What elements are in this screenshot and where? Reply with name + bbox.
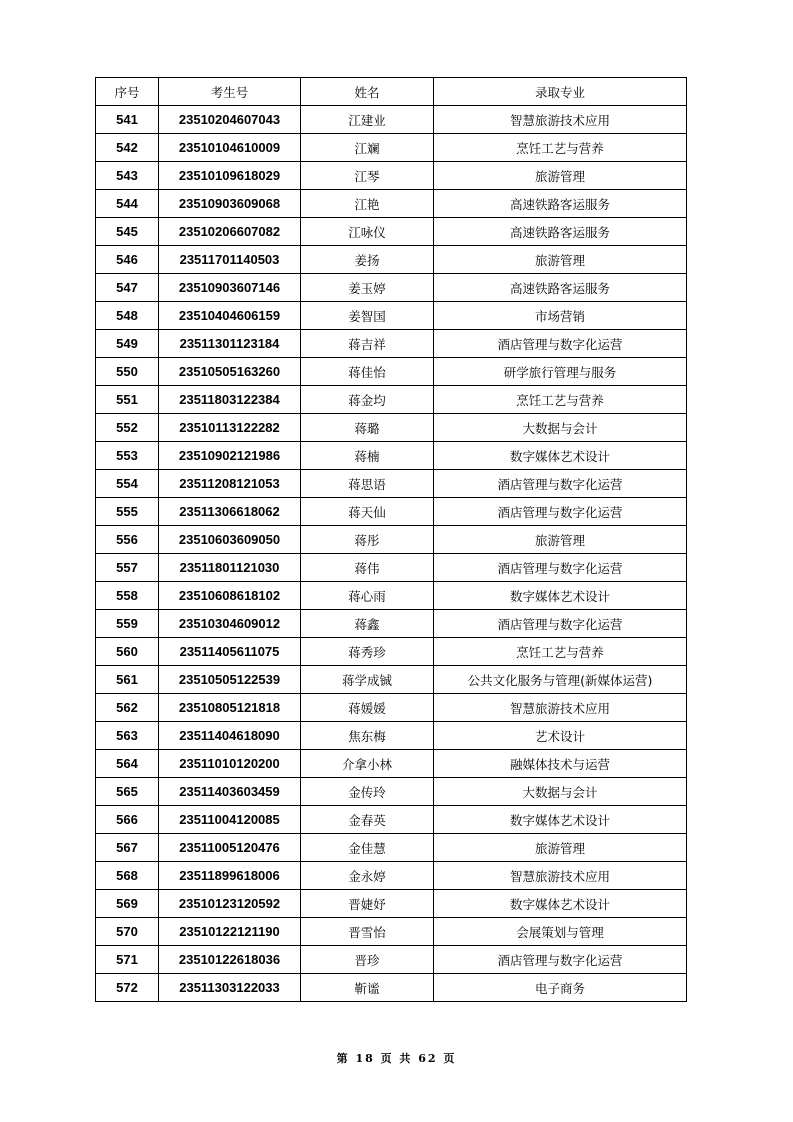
cell-exam-id: 23510505122539 (159, 666, 301, 694)
cell-exam-id: 23511004120085 (159, 806, 301, 834)
cell-major: 酒店管理与数字化运营 (434, 330, 687, 358)
table-row (96, 330, 687, 358)
table-row (96, 526, 687, 554)
table-row (96, 358, 687, 386)
cell-index: 564 (96, 750, 159, 778)
cell-major: 融媒体技术与运营 (434, 750, 687, 778)
cell-index: 568 (96, 862, 159, 890)
cell-major: 旅游管理 (434, 526, 687, 554)
cell-name: 姜智国 (301, 302, 434, 330)
cell-exam-id: 23511403603459 (159, 778, 301, 806)
cell-major: 数字媒体艺术设计 (434, 582, 687, 610)
cell-index: 548 (96, 302, 159, 330)
header-exam-id: 考生号 (159, 78, 301, 106)
cell-name: 蒋心雨 (301, 582, 434, 610)
cell-index: 556 (96, 526, 159, 554)
cell-index: 551 (96, 386, 159, 414)
cell-exam-id: 23510903607146 (159, 274, 301, 302)
cell-major: 研学旅行管理与服务 (434, 358, 687, 386)
cell-major: 酒店管理与数字化运营 (434, 554, 687, 582)
cell-major: 智慧旅游技术应用 (434, 106, 687, 134)
cell-name: 蒋秀珍 (301, 638, 434, 666)
cell-name: 蒋媛媛 (301, 694, 434, 722)
cell-name: 蒋鑫 (301, 610, 434, 638)
cell-index: 566 (96, 806, 159, 834)
cell-name: 晋雪怡 (301, 918, 434, 946)
table-row (96, 638, 687, 666)
cell-index: 557 (96, 554, 159, 582)
cell-name: 蒋楠 (301, 442, 434, 470)
table-row (96, 806, 687, 834)
header-name: 姓名 (301, 78, 434, 106)
cell-exam-id: 23510122618036 (159, 946, 301, 974)
table-row (96, 918, 687, 946)
cell-major: 烹饪工艺与营养 (434, 638, 687, 666)
cell-index: 565 (96, 778, 159, 806)
cell-index: 541 (96, 106, 159, 134)
cell-index: 560 (96, 638, 159, 666)
table-row (96, 750, 687, 778)
cell-index: 572 (96, 974, 159, 1002)
table-row (96, 106, 687, 134)
table-row (96, 666, 687, 694)
cell-exam-id: 23511010120200 (159, 750, 301, 778)
page-footer: 第 18 页 共 62 页 (336, 1052, 457, 1065)
cell-name: 晋珍 (301, 946, 434, 974)
cell-exam-id: 23511208121053 (159, 470, 301, 498)
table-row (96, 470, 687, 498)
cell-exam-id: 23510204607043 (159, 106, 301, 134)
cell-index: 569 (96, 890, 159, 918)
cell-major: 数字媒体艺术设计 (434, 890, 687, 918)
table-row (96, 442, 687, 470)
cell-name: 晋婕妤 (301, 890, 434, 918)
cell-index: 542 (96, 134, 159, 162)
cell-exam-id: 23510206607082 (159, 218, 301, 246)
cell-major: 旅游管理 (434, 834, 687, 862)
cell-major: 高速铁路客运服务 (434, 218, 687, 246)
cell-exam-id: 23510123120592 (159, 890, 301, 918)
cell-exam-id: 23510113122282 (159, 414, 301, 442)
cell-exam-id: 23511306618062 (159, 498, 301, 526)
cell-major: 智慧旅游技术应用 (434, 862, 687, 890)
cell-name: 金春英 (301, 806, 434, 834)
cell-major: 艺术设计 (434, 722, 687, 750)
table-row (96, 890, 687, 918)
table-row (96, 582, 687, 610)
cell-major: 会展策划与管理 (434, 918, 687, 946)
cell-index: 558 (96, 582, 159, 610)
cell-exam-id: 23510805121818 (159, 694, 301, 722)
table-row (96, 974, 687, 1002)
cell-exam-id: 23511803122384 (159, 386, 301, 414)
cell-exam-id: 23511899618006 (159, 862, 301, 890)
cell-major: 大数据与会计 (434, 414, 687, 442)
cell-name: 蒋金均 (301, 386, 434, 414)
cell-major: 旅游管理 (434, 162, 687, 190)
cell-exam-id: 23510104610009 (159, 134, 301, 162)
cell-index: 570 (96, 918, 159, 946)
cell-index: 561 (96, 666, 159, 694)
cell-name: 江琴 (301, 162, 434, 190)
table-row (96, 190, 687, 218)
cell-exam-id: 23510505163260 (159, 358, 301, 386)
cell-name: 江斓 (301, 134, 434, 162)
cell-name: 介拿小林 (301, 750, 434, 778)
cell-name: 蒋吉祥 (301, 330, 434, 358)
cell-name: 蒋天仙 (301, 498, 434, 526)
cell-name: 江建业 (301, 106, 434, 134)
cell-name: 金佳慧 (301, 834, 434, 862)
cell-index: 544 (96, 190, 159, 218)
cell-exam-id: 23511301123184 (159, 330, 301, 358)
cell-index: 563 (96, 722, 159, 750)
cell-major: 高速铁路客运服务 (434, 274, 687, 302)
cell-exam-id: 23510404606159 (159, 302, 301, 330)
cell-major: 数字媒体艺术设计 (434, 442, 687, 470)
cell-index: 571 (96, 946, 159, 974)
cell-major: 酒店管理与数字化运营 (434, 498, 687, 526)
table-row (96, 162, 687, 190)
cell-exam-id: 23511801121030 (159, 554, 301, 582)
table-header-row (96, 78, 687, 106)
cell-major: 智慧旅游技术应用 (434, 694, 687, 722)
cell-index: 562 (96, 694, 159, 722)
cell-index: 554 (96, 470, 159, 498)
cell-major: 酒店管理与数字化运营 (434, 610, 687, 638)
admission-table (95, 77, 687, 1002)
cell-exam-id: 23511303122033 (159, 974, 301, 1002)
cell-name: 蒋思语 (301, 470, 434, 498)
cell-name: 金传玲 (301, 778, 434, 806)
cell-index: 545 (96, 218, 159, 246)
cell-major: 旅游管理 (434, 246, 687, 274)
cell-major: 公共文化服务与管理(新媒体运营) (434, 666, 687, 694)
cell-major: 酒店管理与数字化运营 (434, 470, 687, 498)
cell-exam-id: 23510122121190 (159, 918, 301, 946)
table-row (96, 834, 687, 862)
cell-name: 姜扬 (301, 246, 434, 274)
cell-major: 市场营销 (434, 302, 687, 330)
cell-index: 547 (96, 274, 159, 302)
cell-exam-id: 23510603609050 (159, 526, 301, 554)
cell-name: 蒋学成铖 (301, 666, 434, 694)
cell-index: 559 (96, 610, 159, 638)
cell-exam-id: 23511405611075 (159, 638, 301, 666)
cell-index: 553 (96, 442, 159, 470)
table-row (96, 554, 687, 582)
cell-index: 567 (96, 834, 159, 862)
cell-name: 蒋璐 (301, 414, 434, 442)
cell-name: 江艳 (301, 190, 434, 218)
cell-index: 546 (96, 246, 159, 274)
table-row (96, 302, 687, 330)
table-row (96, 694, 687, 722)
cell-major: 酒店管理与数字化运营 (434, 946, 687, 974)
cell-major: 数字媒体艺术设计 (434, 806, 687, 834)
header-major: 录取专业 (434, 78, 687, 106)
cell-major: 高速铁路客运服务 (434, 190, 687, 218)
cell-index: 550 (96, 358, 159, 386)
cell-exam-id: 23511404618090 (159, 722, 301, 750)
cell-name: 焦东梅 (301, 722, 434, 750)
cell-name: 蒋彤 (301, 526, 434, 554)
cell-exam-id: 23510902121986 (159, 442, 301, 470)
cell-index: 543 (96, 162, 159, 190)
cell-name: 蒋伟 (301, 554, 434, 582)
cell-name: 金永婷 (301, 862, 434, 890)
cell-major: 烹饪工艺与营养 (434, 134, 687, 162)
cell-major: 电子商务 (434, 974, 687, 1002)
cell-index: 552 (96, 414, 159, 442)
cell-exam-id: 23510903609068 (159, 190, 301, 218)
table-row (96, 218, 687, 246)
table-row (96, 134, 687, 162)
cell-major: 烹饪工艺与营养 (434, 386, 687, 414)
table-row (96, 246, 687, 274)
table-row (96, 274, 687, 302)
cell-name: 蒋佳怡 (301, 358, 434, 386)
header-index: 序号 (96, 78, 159, 106)
cell-major: 大数据与会计 (434, 778, 687, 806)
cell-exam-id: 23510608618102 (159, 582, 301, 610)
cell-name: 靳谧 (301, 974, 434, 1002)
cell-name: 姜玉婷 (301, 274, 434, 302)
table-row (96, 778, 687, 806)
table-row (96, 414, 687, 442)
cell-exam-id: 23510109618029 (159, 162, 301, 190)
cell-exam-id: 23510304609012 (159, 610, 301, 638)
cell-exam-id: 23511701140503 (159, 246, 301, 274)
table-row (96, 386, 687, 414)
table-row (96, 946, 687, 974)
table-row (96, 722, 687, 750)
table-row (96, 862, 687, 890)
cell-index: 549 (96, 330, 159, 358)
table-row (96, 610, 687, 638)
cell-exam-id: 23511005120476 (159, 834, 301, 862)
cell-index: 555 (96, 498, 159, 526)
table-row (96, 498, 687, 526)
cell-name: 江咏仪 (301, 218, 434, 246)
